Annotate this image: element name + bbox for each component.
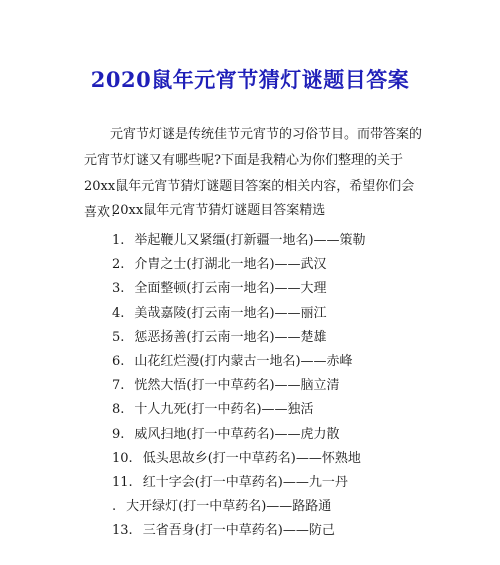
riddle-number: 5. <box>112 329 125 345</box>
riddle-number: 10. <box>112 450 133 466</box>
riddle-text: 惩恶扬善(打云南一地名)——楚雄 <box>134 329 327 345</box>
riddle-text: 介胄之士(打湖北一地名)——武汉 <box>134 257 327 273</box>
riddle-text: 全面整顿(打云南一地名)——大理 <box>134 281 327 297</box>
page-title: 2020鼠年元宵节猜灯谜题目答案 <box>90 67 410 92</box>
riddle-text: 三省吾身(打一中草药名)——防己 <box>142 523 335 539</box>
riddle-list <box>112 229 366 543</box>
riddle-text: 十人九死(打一中药名)——独活 <box>134 402 314 418</box>
riddle-number: 6. <box>112 353 125 369</box>
riddle-number: 11. <box>112 474 133 490</box>
riddle-item <box>112 229 366 253</box>
riddle-item <box>112 495 366 519</box>
riddle-item <box>112 277 366 301</box>
riddle-text: 大开绿灯(打一中草药名)——路路通 <box>126 499 332 515</box>
riddle-item <box>112 447 366 471</box>
riddle-number: 7. <box>112 378 125 394</box>
riddle-item <box>112 471 366 495</box>
riddle-text: 恍然大悟(打一中草药名)——脑立清 <box>134 378 340 394</box>
riddle-text: 威风扫地(打一中草药名)——虎力散 <box>134 426 340 442</box>
riddle-number: 8. <box>112 402 125 418</box>
riddle-text: 举起鞭儿又紧缰(打新疆一地名)——策勒 <box>134 233 366 248</box>
riddle-text: 低头思故乡(打一中草药名)——怀熟地 <box>142 450 361 466</box>
riddle-item <box>112 519 366 543</box>
riddle-item <box>112 350 366 374</box>
riddle-number: 2. <box>112 257 125 273</box>
riddle-number: 9. <box>112 426 125 442</box>
riddle-number: 13. <box>112 523 133 539</box>
riddle-number: . <box>112 499 117 515</box>
section-heading: 20xx鼠年元宵节猜灯谜题目答案精选 <box>112 203 326 218</box>
riddle-number: 4. <box>112 305 125 321</box>
riddle-text: 美哉嘉陵(打云南一地名)——丽江 <box>134 305 327 321</box>
riddle-number: 3. <box>112 281 125 297</box>
riddle-item <box>112 374 366 398</box>
riddle-item <box>112 398 366 422</box>
riddle-item <box>112 302 366 326</box>
riddle-text: 山花红烂漫(打内蒙古一地名)——赤峰 <box>134 353 353 369</box>
riddle-item <box>112 423 366 447</box>
riddle-item <box>112 326 366 350</box>
riddle-number: 1. <box>112 233 125 248</box>
riddle-item <box>112 253 366 277</box>
riddle-text: 红十字会(打一中草药名)——九一丹 <box>142 474 348 490</box>
intro-text: 元宵节灯谜是传统佳节元宵节的习俗节目。而带答案的元宵节灯谜又有哪些呢?下面是我精心为你们整理的关于 20xx鼠年元宵节猜灯谜题目答案的相关内容，希望你们会喜欢！ <box>84 127 423 220</box>
